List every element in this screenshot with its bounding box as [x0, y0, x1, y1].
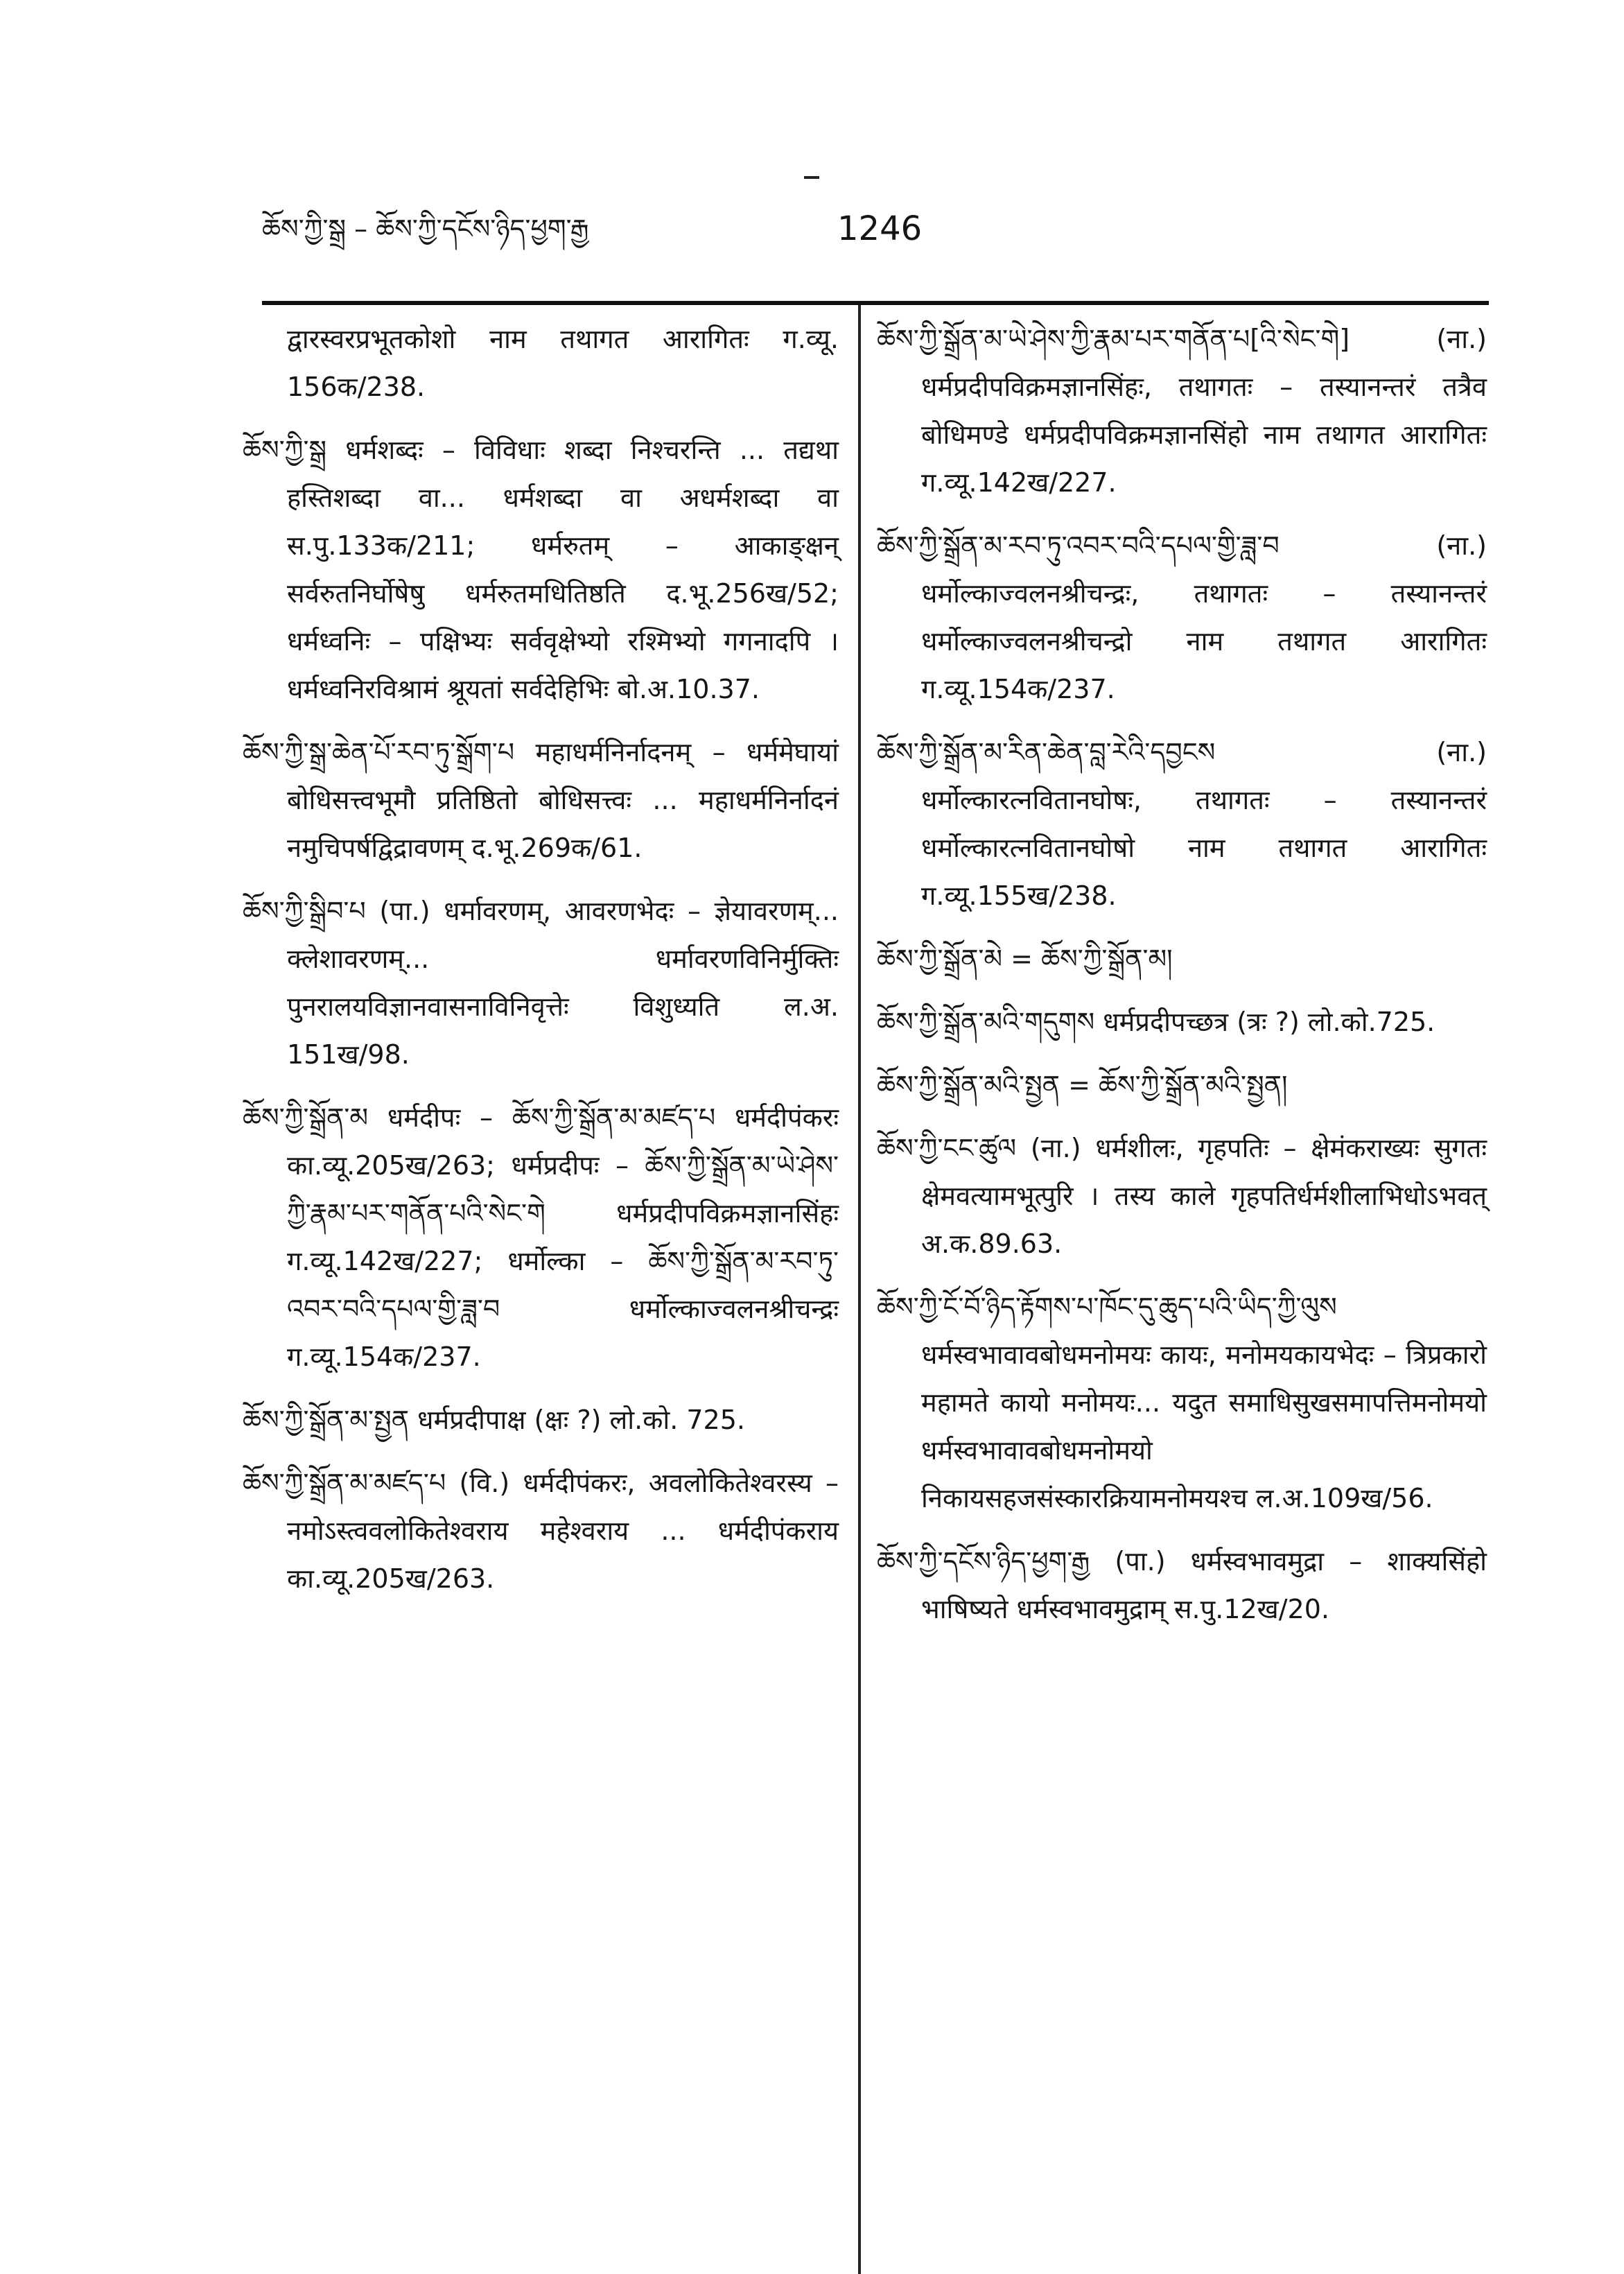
entry: ཆོས་ཀྱི་སྒྲོན་མ་ཡེ་ཤེས་ཀྱི་རྣམ་པར་གནོན་པ[འི་སེང་གེ] (ना.) धर्मप्रदीपविक्रमज्ञानसिंहः, तथागतः – तस्यानन्तरं तत्रैव बोधिमण्डे धर्मप्रदीपविक्रमज्ञानसिंहो नाम तथागत आरागितः ग.व्यू.142ख/227.: [877, 324, 1487, 498]
entry: ཆོས་ཀྱི་ངོ་བོ་ཉིད་རྟོགས་པ་ཁོང་དུ་ཆུད་པའི་ཡིད་ཀྱི་ལུས धर्मस्वभावावबोधमनोमयः कायः, मनोमयकायभेदः – त्रिप्रकारो महामते कायो मनोमयः... यदुत समाधिसुखसमापत्तिमनोमयो धर्मस्वभावावबोधमनोमयो निकायसहजसंस्कारक्रियामनोमयश्च ल.अ.109ख/56.: [877, 1292, 1487, 1513]
page-number: 1246: [837, 209, 923, 248]
entry: ཆོས་ཀྱི་སྒྲ་ཆེན་པོ་རབ་ཏུ་སྒྲོག་པ महाधर्मनिर्नादनम् – धर्ममेघायां बोधिसत्त्वभूमौ प्रतिष्ठितो बोधिसत्त्वः ... महाधर्मनिर्नादनं नमुचिपर्षद्विद्रावणम् द.भू.269क/61.: [243, 737, 839, 863]
left-column: [243, 315, 839, 1618]
entry: ཆོས་ཀྱི་སྒྲོན་མ་རབ་ཏུ་འབར་བའི་དཔལ་གྱི་ཟླ་བ (ना.) धर्मोल्काज्वलनश्रीचन्द्रः, तथागतः – तस्यानन्तरं धर्मोल्काज्वलनश्रीचन्द्रो नाम तथागत आरागितः ग.व्यू.154क/237.: [877, 530, 1487, 704]
entry: ཆོས་ཀྱི་སྒྲོན་མེ = ཆོས་ཀྱི་སྒྲོན་མ།: [877, 944, 1173, 974]
entry: ཆོས་ཀྱི་སྒྲིབ་པ (पा.) धर्मावरणम्, आवरणभेदः – ज्ञेयावरणम्... क्लेशावरणम्... धर्मावरणविनिर्मुक्तिः पुनरालयविज्ञानवासनाविनिवृत्तेः विशुध्यति ल.अ. 151ख/98.: [243, 896, 839, 1070]
entry: ཆོས་ཀྱི་སྒྲ धर्मशब्दः – विविधाः शब्दा निश्चरन्ति ... तद्यथा हस्तिशब्दा वा... धर्मशब्दा वा अधर्मशब्दा वा स.पु.133क/211; धर्मरुतम् – आकाङ्क्षन् सर्वरुतनिर्घोषेषु धर्मरुतमधितिष्ठति द.भू.256ख/52; धर्मध्वनिः – पक्षिभ्यः सर्ववृक्षेभ्यो रश्मिभ्यो गगनादपि । धर्मध्वनिरविश्रामं श्रूयतां सर्वदेहिभिः बो.अ.10.37.: [243, 435, 839, 704]
entry: ཆོས་ཀྱི་སྒྲོན་མ་སྤྱན धर्मप्रदीपाक्ष (क्षः ?) लो.को. 725.: [243, 1405, 745, 1435]
entry: ཆོས་ཀྱི་དངོས་ཉིད་ཕྱག་རྒྱ (पा.) धर्मस्वभावमुद्रा – शाक्यसिंहो भाषिष्यते धर्मस्वभावमुद्राम् स.पु.12ख/20.: [877, 1546, 1487, 1624]
entry: ཆོས་ཀྱི་སྒྲོན་མ་མཛད་པ (वि.) धर्मदीपंकरः, अवलोकितेश्वरस्य – नमोऽस्त्ववलोकितेश्वराय महेश्वराय ... धर्मदीपंकराय का.व्यू.205ख/263.: [243, 1468, 839, 1594]
running-head: ཆོས་ཀྱི་སྒྲ – ཆོས་ཀྱི་དངོས་ཉིད་ཕྱག་རྒྱ: [262, 214, 589, 244]
right-column: [877, 315, 1487, 1649]
page-header: [262, 201, 1416, 263]
entry: ཆོས་ཀྱི་སྒྲོན་མ་རིན་ཆེན་བླ་རེའི་དབྱངས (ना.) धर्मोल्कारत्नवितानघोषः, तथागतः – तस्यानन्तरं धर्मोल्कारत्नवितानघोषो नाम तथागत आरागितः ग.व्यू.155ख/238.: [877, 737, 1487, 911]
top-mark: [804, 176, 819, 179]
header-rule: [262, 301, 1489, 305]
entry: ཆོས་ཀྱི་སྒྲོན་མའི་སྤྱན = ཆོས་ཀྱི་སྒྲོན་མའི་སྤྱན།: [877, 1070, 1288, 1100]
entry: ཆོས་ཀྱི་སྒྲོན་མ धर्मदीपः – ཆོས་ཀྱི་སྒྲོན་མ་མཛད་པ धर्मदीपंकरः का.व्यू.205ख/263; धर्मप्रदीपः – ཆོས་ཀྱི་སྒྲོན་མ་ཡེ་ཤེས་ཀྱི་རྣམ་པར་གནོན་པའི་སེང་གེ धर्मप्रदीपविक्रमज्ञानसिंहः ग.व्यू.142ख/227; धर्मोल्का – ཆོས་ཀྱི་སྒྲོན་མ་རབ་ཏུ་འབར་བའི་དཔལ་གྱི་ཟླ་བ धर्मोल्काज्वलनश्रीचन्द्रः ग.व्यू.154क/237.: [243, 1102, 839, 1372]
entry-continuation: द्वारस्वरप्रभूतकोशो नाम तथागत आरागितः ग.व्यू. 156क/238.: [287, 324, 839, 402]
column-divider: [858, 305, 861, 2274]
entry: ཆོས་ཀྱི་སྒྲོན་མའི་གདུགས धर्मप्रदीपच्छत्र (त्रः ?) लो.को.725.: [877, 1007, 1435, 1037]
entry: ཆོས་ཀྱི་ངང་ཚུལ (ना.) धर्मशीलः, गृहपतिः – क्षेमंकराख्यः सुगतः क्षेमवत्यामभूत्पुरि । तस्य काले गृहपतिर्धर्मशीलाभिधोऽभवत् अ.क.89.63.: [877, 1133, 1487, 1259]
